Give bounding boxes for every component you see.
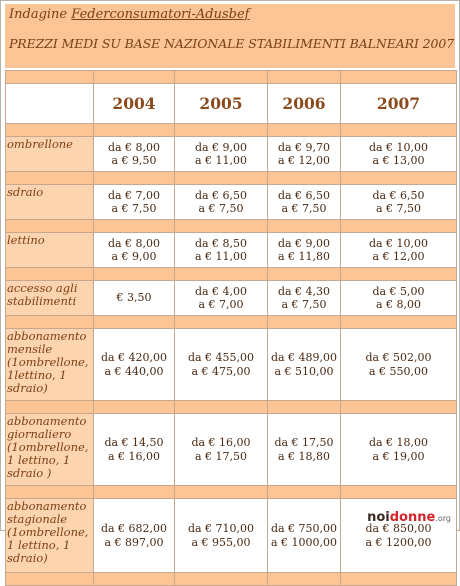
- price-from: da € 6,50: [277, 188, 331, 202]
- price-to: a € 17,50: [194, 449, 248, 463]
- price-cell: [341, 185, 457, 220]
- price-cell: [341, 414, 457, 486]
- price-cell: [175, 329, 268, 401]
- price-cell: [94, 137, 175, 172]
- price-from: da € 10,00: [368, 140, 429, 154]
- watermark-suffix: .org: [435, 514, 451, 523]
- price-cell: [268, 499, 341, 573]
- price-from: da € 502,00: [365, 351, 432, 364]
- price-from: da € 9,00: [194, 140, 248, 154]
- price-to: a € 11,80: [277, 250, 331, 263]
- row-label: abbonamento stagionale (1ombrellone, 1 lettino, 1 sdraio): [6, 499, 94, 573]
- price-to: a € 955,00: [191, 535, 251, 549]
- price-from: da € 18,00: [368, 436, 429, 449]
- price-from: da € 6,50: [194, 188, 248, 202]
- row-label: sdraio: [6, 185, 94, 220]
- header-prefix: Indagine: [9, 7, 72, 22]
- price-cell: [175, 414, 268, 486]
- price-from: da € 8,50: [194, 236, 248, 250]
- separator-row: [6, 220, 457, 233]
- price-from: da € 850,00: [365, 522, 432, 535]
- price-to: a € 7,50: [281, 202, 327, 215]
- price-from: da € 455,00: [187, 351, 255, 364]
- price-to: a € 510,00: [274, 364, 334, 378]
- price-from: da € 750,00: [270, 522, 338, 535]
- price-cell: [175, 185, 268, 220]
- price-from: da € 8,00: [107, 236, 161, 250]
- price-from: da € 10,00: [368, 236, 429, 250]
- price-to: a € 897,00: [104, 535, 164, 549]
- row-label: ombrellone: [6, 137, 94, 172]
- price-from: da € 16,00: [191, 436, 251, 449]
- price-cell: [175, 137, 268, 172]
- price-to: a € 13,00: [372, 154, 425, 167]
- price-to: a € 7,50: [111, 202, 157, 215]
- price-to: a € 16,00: [107, 449, 161, 463]
- row-label: abbonamento mensile (1ombrellone, 1lettino, 1 sdraio): [6, 329, 94, 401]
- price-table: [5, 70, 457, 586]
- price-from: da € 710,00: [187, 522, 255, 535]
- price-cell: [268, 233, 341, 268]
- price-to: a € 7,00: [198, 298, 244, 311]
- price-from: da € 9,00: [277, 236, 331, 250]
- price-cell: [94, 233, 175, 268]
- price-to: a € 12,00: [372, 250, 425, 263]
- year-header-row: [6, 84, 457, 124]
- year-2005: 2005: [175, 84, 268, 124]
- table-row: [6, 233, 457, 268]
- price-to: a € 440,00: [104, 364, 164, 378]
- price-to: a € 11,00: [194, 154, 248, 167]
- price-to: a € 11,00: [194, 250, 248, 263]
- row-label: accesso agli stabilimenti: [6, 281, 94, 316]
- separator-row: [6, 172, 457, 185]
- price-to: a € 9,50: [111, 154, 157, 167]
- separator-row: [6, 573, 457, 586]
- price-from: da € 489,00: [270, 351, 338, 364]
- table-row: [6, 414, 457, 486]
- price-from: da € 4,00: [194, 284, 248, 298]
- price-cell: [341, 329, 457, 401]
- price-cell: [268, 329, 341, 401]
- separator-row: [6, 71, 457, 84]
- year-2007: 2007: [341, 84, 457, 124]
- price-from: da € 682,00: [100, 522, 168, 535]
- year-2006: 2006: [268, 84, 341, 124]
- year-2004: 2004: [94, 84, 175, 124]
- price-to: a € 475,00: [191, 364, 251, 378]
- table-row: [6, 329, 457, 401]
- year-corner: [6, 84, 94, 124]
- price-cell: [268, 137, 341, 172]
- price-cell: [175, 499, 268, 573]
- price-to: a € 9,00: [111, 250, 157, 263]
- price-from: da € 7,00: [107, 188, 161, 202]
- price-cell: [94, 329, 175, 401]
- price-to: a € 12,00: [277, 154, 331, 167]
- price-cell: [268, 185, 341, 220]
- separator-row: [6, 486, 457, 499]
- price-cell: [341, 137, 457, 172]
- price-from: da € 17,50: [274, 436, 334, 449]
- watermark-part2: donne: [389, 510, 436, 525]
- price-to: a € 550,00: [368, 364, 429, 378]
- price-cell: [268, 414, 341, 486]
- header-source-link[interactable]: Federconsumatori-Adusbef: [71, 7, 250, 22]
- noidonne-watermark: [367, 510, 451, 525]
- table-row: [6, 137, 457, 172]
- price-to: a € 8,00: [375, 298, 422, 311]
- price-to: a € 7,50: [198, 202, 244, 215]
- price-from: da € 5,00: [372, 284, 425, 298]
- price-to: a € 1200,00: [365, 535, 432, 549]
- separator-row: [6, 268, 457, 281]
- price-from: da € 8,00: [107, 140, 161, 154]
- price-from: da € 9,70: [277, 140, 331, 154]
- price-cell: [341, 233, 457, 268]
- price-cell: [175, 281, 268, 316]
- price-cell: [94, 185, 175, 220]
- price-to: a € 19,00: [372, 449, 425, 463]
- row-label: abbonamento giornaliero (1ombrellone, 1 lettino, 1 sdraio ): [6, 414, 94, 486]
- header-line1: [9, 7, 250, 22]
- header-band: [5, 4, 455, 68]
- header-title: PREZZI MEDI SU BASE NAZIONALE STABILIMENTI BALNEARI 2007: [9, 36, 455, 51]
- separator-row: [6, 124, 457, 137]
- row-label: lettino: [6, 233, 94, 268]
- separator-row: [6, 401, 457, 414]
- separator-row: [6, 316, 457, 329]
- price-to: a € 18,80: [277, 449, 331, 463]
- price-cell: [94, 414, 175, 486]
- table-row: [6, 185, 457, 220]
- watermark-part1: noi: [367, 510, 390, 525]
- price-from: da € 420,00: [100, 351, 168, 364]
- table-row: [6, 281, 457, 316]
- price-cell: [94, 281, 175, 316]
- price-from: da € 4,30: [277, 284, 331, 298]
- price-cell: [94, 499, 175, 573]
- price-from: da € 6,50: [372, 188, 425, 202]
- price-from: da € 14,50: [104, 436, 164, 449]
- price-cell: [341, 281, 457, 316]
- price-cell: [268, 281, 341, 316]
- price-cell: [175, 233, 268, 268]
- price-to: € 3,50: [116, 291, 152, 305]
- price-to: a € 7,50: [281, 298, 327, 311]
- price-to: a € 1000,00: [270, 535, 338, 549]
- price-to: a € 7,50: [375, 202, 422, 215]
